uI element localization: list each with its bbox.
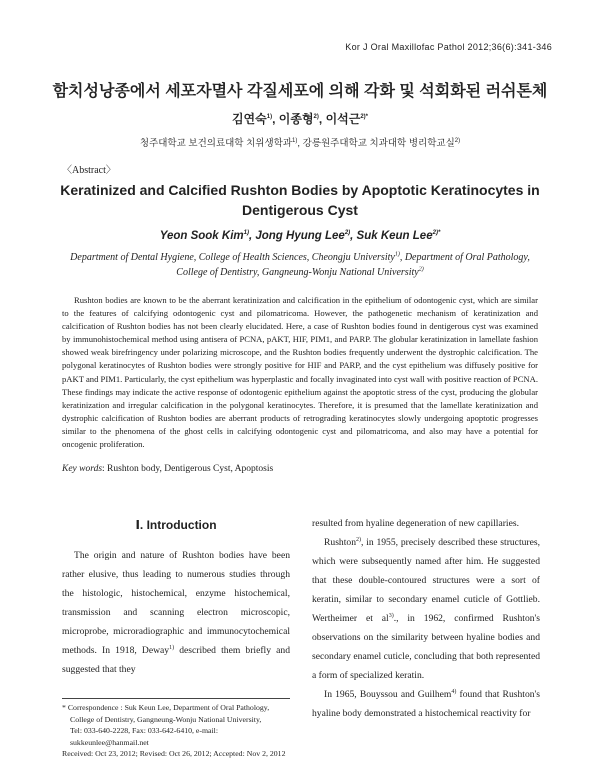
- english-author-name: Jong Hyung Lee: [255, 230, 345, 242]
- correspondence-footnote: [62, 702, 298, 760]
- section-heading: Ⅰ. Introduction: [135, 518, 217, 532]
- english-affil-1b: , Department of Oral Pathology,: [399, 252, 530, 263]
- footnote-line: College of Dentistry, Gangneung-Wonju National University,: [70, 714, 262, 724]
- affil-mark: 2): [418, 266, 424, 273]
- korean-affil-2: 강릉원주대학교 치과대학 병리학교실: [302, 138, 455, 149]
- paragraph-text: found that Rushton's hyaline body demonstrated a histochemical reactivity for: [312, 689, 540, 719]
- korean-author-name: 이석근: [325, 112, 361, 126]
- affil-mark: 2): [454, 137, 461, 144]
- korean-affil-1: 청주대학교 보건의료대학 치위생학과: [139, 138, 293, 149]
- footnote-line: Tel: 033-640-2228, Fax: 033-642-6410, e-mail: sukkeunlee@hanmail.net: [70, 726, 219, 747]
- english-title: Keratinized and Calcified Rushton Bodies by Apoptotic Keratinocytes in Dentigerous Cyst: [60, 182, 540, 218]
- author-affil-mark: 2)*: [432, 230, 441, 237]
- footnote-divider: [62, 698, 290, 699]
- journal-citation: Kor J Oral Maxillofac Pathol 2012;36(6):341-346: [345, 42, 552, 52]
- korean-authors: 김연숙$^{1)}$, 이종형$^{2)}$, 이석근$^{2)*}$: [231, 112, 369, 126]
- footnote-line: * Correspondence : Suk Keun Lee, Department of Oral Pathology,: [62, 703, 270, 712]
- author-affil-mark: 2)*: [360, 114, 369, 120]
- body-paragraph: resulted from hyaline degeneration of new capillaries.: [312, 518, 519, 529]
- affil-mark: 1): [292, 137, 298, 144]
- body-paragraph: [312, 685, 540, 723]
- paragraph-text: In 1965, Bouyssou and Guilhem: [324, 689, 452, 700]
- footnote-line: Received: Oct 23, 2012; Revised: Oct 26, 2012; Accepted: Nov 2, 2012: [62, 749, 286, 759]
- body-paragraph: [312, 533, 540, 685]
- citation-mark: 2): [356, 536, 361, 543]
- citation-mark: 4): [451, 688, 457, 695]
- author-affil-mark: 1): [243, 230, 249, 237]
- author-affil-mark: 1): [266, 114, 273, 120]
- paragraph-text: ., in 1962, confirmed Rushton's observations on the similarity between hyaline bodies and secondary enamel cuticle, concluding that both represented a form of specialized keratin.: [312, 613, 540, 681]
- abstract-label: 〈Abstract〉: [62, 165, 116, 176]
- affil-mark: 1): [394, 251, 400, 258]
- keywords-label: Key words: [62, 464, 103, 474]
- korean-title: 함치성낭종에서 세포자멸사 각질세포에 의해 각화 및 석회화된 러쉬톤체: [52, 83, 548, 100]
- english-authors: Yeon Sook Kim$^{1)}$, Jong Hyung Lee$^{2)}$, Suk Keun Lee$^{2)*}$: [159, 230, 441, 242]
- citation-mark: 1): [169, 644, 175, 651]
- english-affil-1: Department of Dental Hygiene, College of Health Sciences, Cheongju University: [70, 252, 395, 263]
- english-author-name: Yeon Sook Kim: [159, 230, 244, 242]
- paragraph-text: , in 1955, precisely described these structures, which were subsequently named after him. He suggested that these double-contoured structures were a sort of keratin, similar to secondary enamel cuticle of Gottlieb. Wertheimer et al: [312, 537, 540, 624]
- author-affil-mark: 2): [313, 114, 319, 120]
- paragraph-text: Rushton: [324, 537, 356, 548]
- citation-mark: 3): [388, 612, 394, 619]
- author-affil-mark: 2): [344, 230, 351, 237]
- keywords: [62, 464, 273, 474]
- abstract-body: Rushton bodies are known to be the aberrant keratinization and calcification in the epithelium of odontogenic cyst, which are similar to the features of calcifying odontogenic cyst and pilomatricoma. However, the pathogenetic mechanism of keratinization and calcification of Rushton bodies has not been clearly elucidated. Here, a case of Rushton bodies found in dentigerous cyst was examined by immunohistochemical method using antisera of PCNA, pAKT, HIF, PIM1, and PARP. The globular keratinization in lamellate fashion showed weak birefringency under polarizing microscope, and the Rushton bodies frequently underwent the dystrophic calcification. The polygonal keratinocytes of Rushton bodies were strongly positive for HIF and PARP, and the cyst epithelium was diffusely positive for pAKT and PIM1. Particularly, the cyst epithelium was hyperplastic and focally invaginated into cyst wall with positive reaction of PCNA. These findings may indicate the active response of odontogenic epithelium against the apoptotic stress of the cyst, producing the globular keratinization and irregular calcification in the polygonal keratinocytes. Therefore, it is presumed that the lamellate keratinization and dystrophic calcification of Rushton bodies are aberrant products of retrograding keratinocytes slowly undergoing apoptotic progresses similar to the phenomena of the ghost cells in calcifying odontogenic cyst and pilomatricoma, and also may have a potential for oncogenic proliferation.: [62, 295, 538, 450]
- paragraph-text: described them briefly and suggested that they: [62, 645, 290, 675]
- korean-author-name: 김연숙: [231, 112, 267, 126]
- english-affiliation: [40, 250, 560, 280]
- right-column: [312, 514, 540, 723]
- paragraph-text: The origin and nature of Rushton bodies have been rather elusive, thus leading to numerous studies through the histologic, histochemical, enzyme histochemical, transmission and scanning electron microscopic, microprobe, microradiographic and immunocytochemical methods. In 1918, Deway: [62, 550, 290, 656]
- english-author-name: Suk Keun Lee: [356, 230, 433, 242]
- keywords-list: : Rushton body, Dentigerous Cyst, Apoptosis: [102, 464, 274, 474]
- english-affil-2: College of Dentistry, Gangneung-Wonju National University: [176, 267, 419, 278]
- left-column: [62, 514, 290, 679]
- body-paragraph: [62, 546, 290, 679]
- korean-affiliation: 청주대학교 보건의료대학 치위생학과$^{1)}$, 강릉원주대학교 치과대학 병리학교실$^{2)}$: [139, 137, 461, 149]
- korean-author-name: 이종형: [278, 112, 314, 126]
